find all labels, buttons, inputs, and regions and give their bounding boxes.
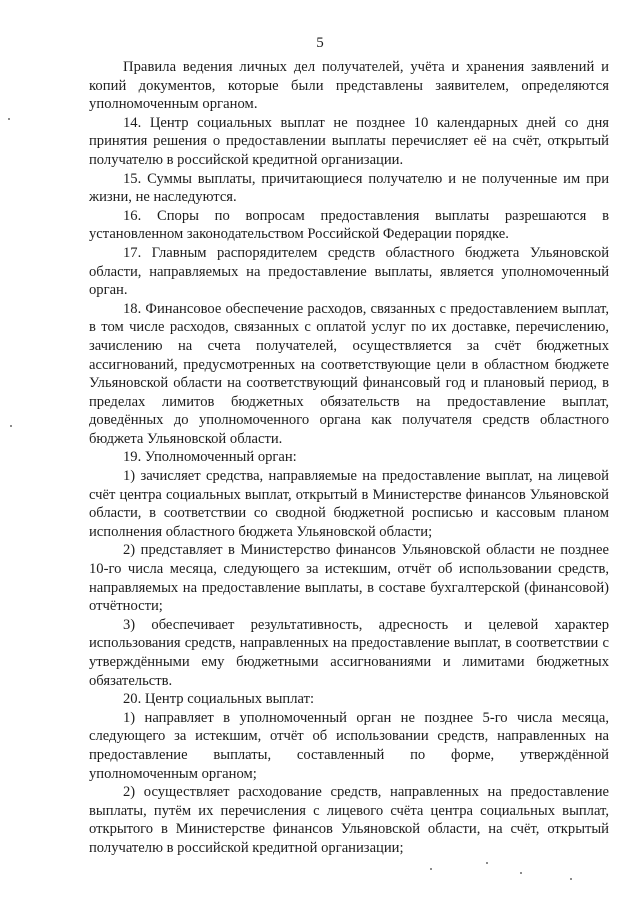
document-body [89, 58, 609, 858]
paragraph-19-item-2: 2) представляет в Министерство финансов Ульяновской области не позднее 10-го числа месяца, следующего за истекшим, отчёт об использовании средств, направляемых на предоставление выплаты, в составе бухгалтерской (финансовой) отчётности; [89, 542, 609, 615]
scan-speck [10, 425, 12, 427]
paragraph-18: 18. Финансовое обеспечение расходов, связанных с предоставлением выплат, в том числе расходов, связанных с оплатой услуг по их доставке, перечислению, зачислению на счета получателей, осуществляется за счёт бюджетных ассигнований, предусмотренных на соответствующие цели в областном бюджете Ульяновской области на соответствующий финансовый год и плановый период, в пределах лимитов бюджетных обязательств на предоставление выплат, доведённых до уполномоченного органа как получателя средств областного бюджета Ульяновской области. [89, 300, 609, 447]
scan-speck [486, 862, 488, 864]
paragraph-20-heading: 20. Центр социальных выплат: [123, 691, 315, 708]
paragraph-20-item-1: 1) направляет в уполномоченный орган не позднее 5-го числа месяца, следующего за истекшим, отчёт об использовании средств, направленных на предоставление выплаты, составленный по форме, утверждённой уполномоченным органом; [89, 709, 609, 782]
paragraph-19-item-3: 3) обеспечивает результативность, адресность и целевой характер использования средств, направленных на предоставление выплат, в соответствии с утверждёнными ему бюджетными ассигнованиями и лимитами бюджетных обязательств. [89, 616, 609, 689]
paragraph-14: 14. Центр социальных выплат не позднее 10 календарных дней со дня принятия решения о предоставлении выплаты перечисляет её на счёт, открытый получателю в российской кредитной организации. [89, 114, 609, 168]
scan-speck [570, 878, 572, 880]
scan-speck [430, 868, 432, 870]
paragraph-17: 17. Главным распорядителем средств областного бюджета Ульяновской области, направляемых на предоставление выплаты, является уполномоченный орган. [89, 244, 609, 299]
page-number: 5 [316, 35, 324, 51]
paragraph-19-item-1: 1) зачисляет средства, направляемые на предоставление выплат, на лицевой счёт центра социальных выплат, открытый в Министерстве финансов Ульяновской области, в соответствии со сводной бюджетной росписью и кассовым планом исполнения областного бюджета Ульяновской области; [89, 468, 609, 540]
paragraph-16: 16. Споры по вопросам предоставления выплаты разрешаются в установленном законодательством Российской Федерации порядке. [89, 207, 609, 243]
paragraph-20-item-2: 2) осуществляет расходование средств, направленных на предоставление выплаты, путём их перечисления с лицевого счёта центра социальных выплат, открытого в Министерстве финансов Ульяновской области, на счёт, открытый получателю в российской кредитной организации; [89, 784, 609, 856]
scan-speck [520, 872, 522, 874]
paragraph-15: 15. Суммы выплаты, причитающиеся получателю и не полученные им при жизни, не наследуются. [89, 170, 609, 206]
scan-speck [8, 118, 10, 120]
paragraph-personal-files-rules: Правила ведения личных дел получателей, учёта и хранения заявлений и копий документов, которые были представлены заявителем, определяются уполномоченным органом. [89, 59, 609, 113]
paragraph-19-heading: 19. Уполномоченный орган: [123, 449, 297, 466]
